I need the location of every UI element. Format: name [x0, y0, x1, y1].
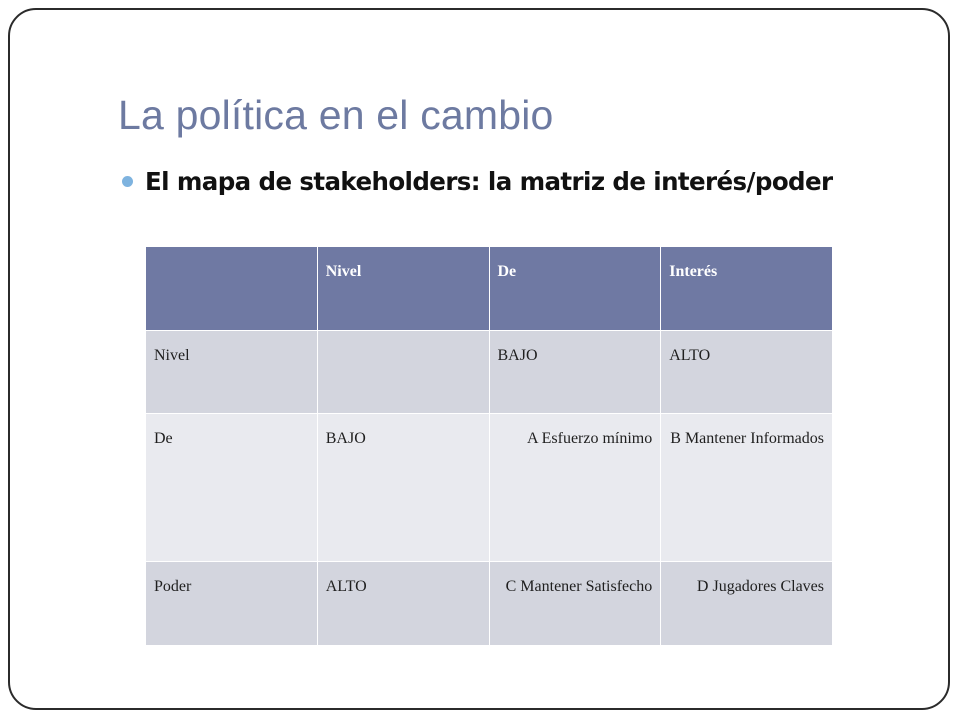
table-header-cell: De [489, 247, 661, 331]
table-cell: C Mantener Satisfecho [489, 562, 661, 646]
bullet-text: El mapa de stakeholders: la matriz de interés/poder [145, 167, 833, 196]
slide-title: La política en el cambio [118, 92, 554, 138]
table-header-cell: Nivel [317, 247, 489, 331]
table-row [146, 331, 833, 414]
table-cell: Nivel [146, 331, 318, 414]
table-header-cell [146, 247, 318, 331]
table-cell [317, 331, 489, 414]
table-cell: ALTO [661, 331, 833, 414]
table-header-cell: Interés [661, 247, 833, 331]
table-cell: ALTO [317, 562, 489, 646]
table-cell: De [146, 414, 318, 562]
table-cell: BAJO [317, 414, 489, 562]
table-header-row [146, 247, 833, 331]
table-cell: D Jugadores Claves [661, 562, 833, 646]
bullet-item [122, 167, 833, 196]
table-cell: B Mantener Informados [661, 414, 833, 562]
table-cell: BAJO [489, 331, 661, 414]
interest-power-matrix [145, 246, 833, 646]
bullet-dot-icon [122, 176, 133, 187]
table-row [146, 414, 833, 562]
table-row [146, 562, 833, 646]
table-cell: A Esfuerzo mínimo [489, 414, 661, 562]
table-cell: Poder [146, 562, 318, 646]
